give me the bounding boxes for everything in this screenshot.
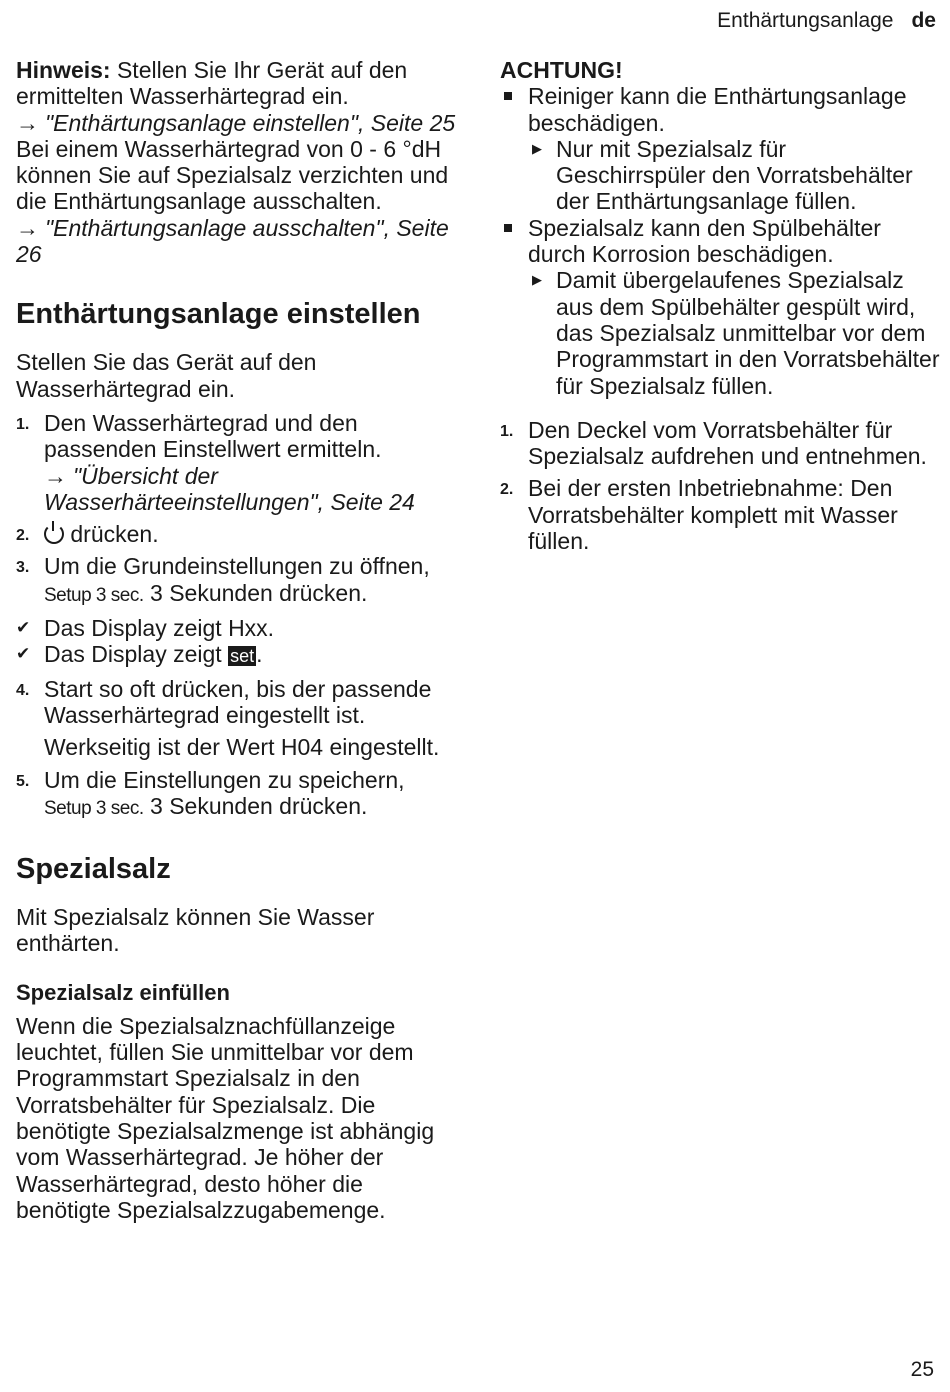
warning-item-1 — [500, 83, 940, 136]
result-1 — [16, 615, 456, 641]
warning-item-2 — [500, 215, 940, 268]
note-ref2-text[interactable]: "Enthärtungsanlage ausschalten", Seite 26 — [16, 214, 449, 268]
heading-spezialsalz: Spezialsalz — [16, 853, 171, 886]
right-arrow-icon: → — [44, 462, 67, 489]
einfuellen-text: Wenn die Spezialsalznachfüllanzeige leuchtet, füllen Sie unmittelbar vor dem Programmstart Spezialsalz in den Vorratsbehälter für Spezialsalz. Die benötigte Spezialsalzmenge ist abhängig vom Wasserhärtegrad. Je höher der Wasserhärtegrad, desto höher die benötigte Spezialsalzzugabemenge. — [16, 1012, 435, 1223]
salt-step-2 — [500, 475, 940, 554]
spezialsalz-intro: Mit Spezialsalz können Sie Wasser enthärten. — [16, 904, 375, 957]
note-reference-2[interactable] — [16, 215, 456, 268]
note-paragraph — [16, 57, 456, 110]
header-section: Enthärtungsanlage — [717, 9, 894, 32]
warning-action-1 — [500, 136, 940, 215]
step-number: 2. — [16, 527, 30, 545]
step-1-reference[interactable] — [44, 463, 456, 516]
einstellen-intro: Stellen Sie das Gerät auf den Wasserhärtegrad ein. — [16, 349, 317, 402]
check-icon: ✔ — [16, 618, 31, 638]
result-2-text-b: . — [256, 641, 263, 668]
warning-action-1-text: Nur mit Spezialsalz für Geschirrspüler den Vorratsbehälter der Enthärtungsanlage füllen. — [556, 135, 913, 215]
header-lang: de — [911, 9, 936, 32]
note-label: Hinweis: — [16, 57, 111, 83]
left-column — [16, 57, 456, 1223]
step-5-text-a: Um die Einstellungen zu speichern, — [44, 766, 405, 793]
result-2-text-a: Das Display zeigt — [44, 641, 229, 668]
setup-button-label: Setup 3 sec. — [44, 797, 144, 819]
salt-step-2-text: Bei der ersten Inbetriebnahme: Den Vorratsbehälter komplett mit Wasser füllen. — [528, 475, 898, 555]
step-3-text-b: 3 Sekunden drücken. — [143, 579, 368, 606]
step-number: 4. — [16, 681, 30, 699]
step-number: 1. — [500, 422, 514, 440]
step-2 — [16, 521, 456, 547]
step-3-text-a: Um die Grundeinstellungen zu öffnen, — [44, 553, 430, 580]
step-number: 5. — [16, 772, 30, 790]
step-number: 1. — [16, 415, 30, 433]
step-number: 2. — [500, 481, 514, 499]
result-1-text: Das Display zeigt Hxx. — [44, 615, 275, 642]
warning-item-1-text: Reiniger kann die Enthärtungsanlage beschädigen. — [528, 83, 907, 136]
page-number: 25 — [910, 1358, 934, 1381]
salt-step-1-text: Den Deckel vom Vorratsbehälter für Spezialsalz aufdrehen und entnehmen. — [528, 416, 927, 470]
note-ref1-text[interactable]: "Enthärtungsanlage einstellen", Seite 25 — [45, 109, 456, 136]
step-1-ref-text[interactable]: "Übersicht der Wasserhärteeinstellungen", Seite 24 — [44, 462, 415, 515]
right-arrow-icon: → — [16, 109, 39, 136]
result-2 — [16, 641, 456, 669]
setup-button-label: Setup 3 sec. — [44, 584, 144, 606]
note-reference-1[interactable] — [16, 110, 456, 136]
warning-title: ACHTUNG! — [500, 57, 623, 83]
triangle-bullet-icon: ▶ — [532, 140, 542, 156]
right-arrow-icon: → — [16, 214, 39, 241]
square-bullet-icon — [504, 92, 512, 100]
power-icon — [44, 524, 64, 544]
step-1-text: Den Wasserhärtegrad und den passenden Einstellwert ermitteln. — [44, 409, 382, 463]
warning-item-2-text: Spezialsalz kann den Spülbehälter durch Korrosion beschädigen. — [528, 214, 881, 268]
step-number: 3. — [16, 559, 30, 577]
step-1 — [16, 410, 456, 515]
step-2-text: drücken. — [64, 521, 159, 548]
right-column — [500, 57, 940, 554]
note-text: Stellen Sie Ihr Gerät auf den ermittelten Wasserhärtegrad ein. — [16, 57, 408, 110]
step-4 — [16, 676, 456, 761]
page-header — [717, 8, 936, 34]
step-4-text: so oft drücken, bis der passende Wasserhärtegrad eingestellt ist. — [44, 675, 432, 728]
start-button-label: Start — [44, 675, 93, 702]
triangle-bullet-icon: ▶ — [532, 272, 542, 288]
check-icon: ✔ — [16, 644, 31, 664]
step-4-note: Werkseitig ist der Wert H04 eingestellt. — [44, 734, 440, 761]
heading-einstellen: Enthärtungsanlage einstellen — [16, 298, 421, 331]
heading-einfuellen: Spezialsalz einfüllen — [16, 979, 230, 1005]
warning-action-2-text: Damit übergelaufenes Spezialsalz aus dem Spülbehälter gespült wird, das Spezialsalz unmittelbar vor dem Programmstart in den Vorratsbehälter für Spezialsalz füllen. — [556, 267, 940, 399]
note-text-2: Bei einem Wasserhärtegrad von 0 - 6 °dH können Sie auf Spezialsalz verzichten und die Enthärtungsanlage ausschalten. — [16, 135, 449, 215]
display-set-label: set — [230, 646, 255, 667]
step-5 — [16, 767, 456, 823]
step-5-text-b: 3 Sekunden drücken. — [143, 792, 368, 819]
salt-step-1 — [500, 417, 940, 470]
square-bullet-icon — [504, 224, 512, 232]
step-3 — [16, 553, 456, 609]
warning-action-2 — [500, 267, 940, 398]
